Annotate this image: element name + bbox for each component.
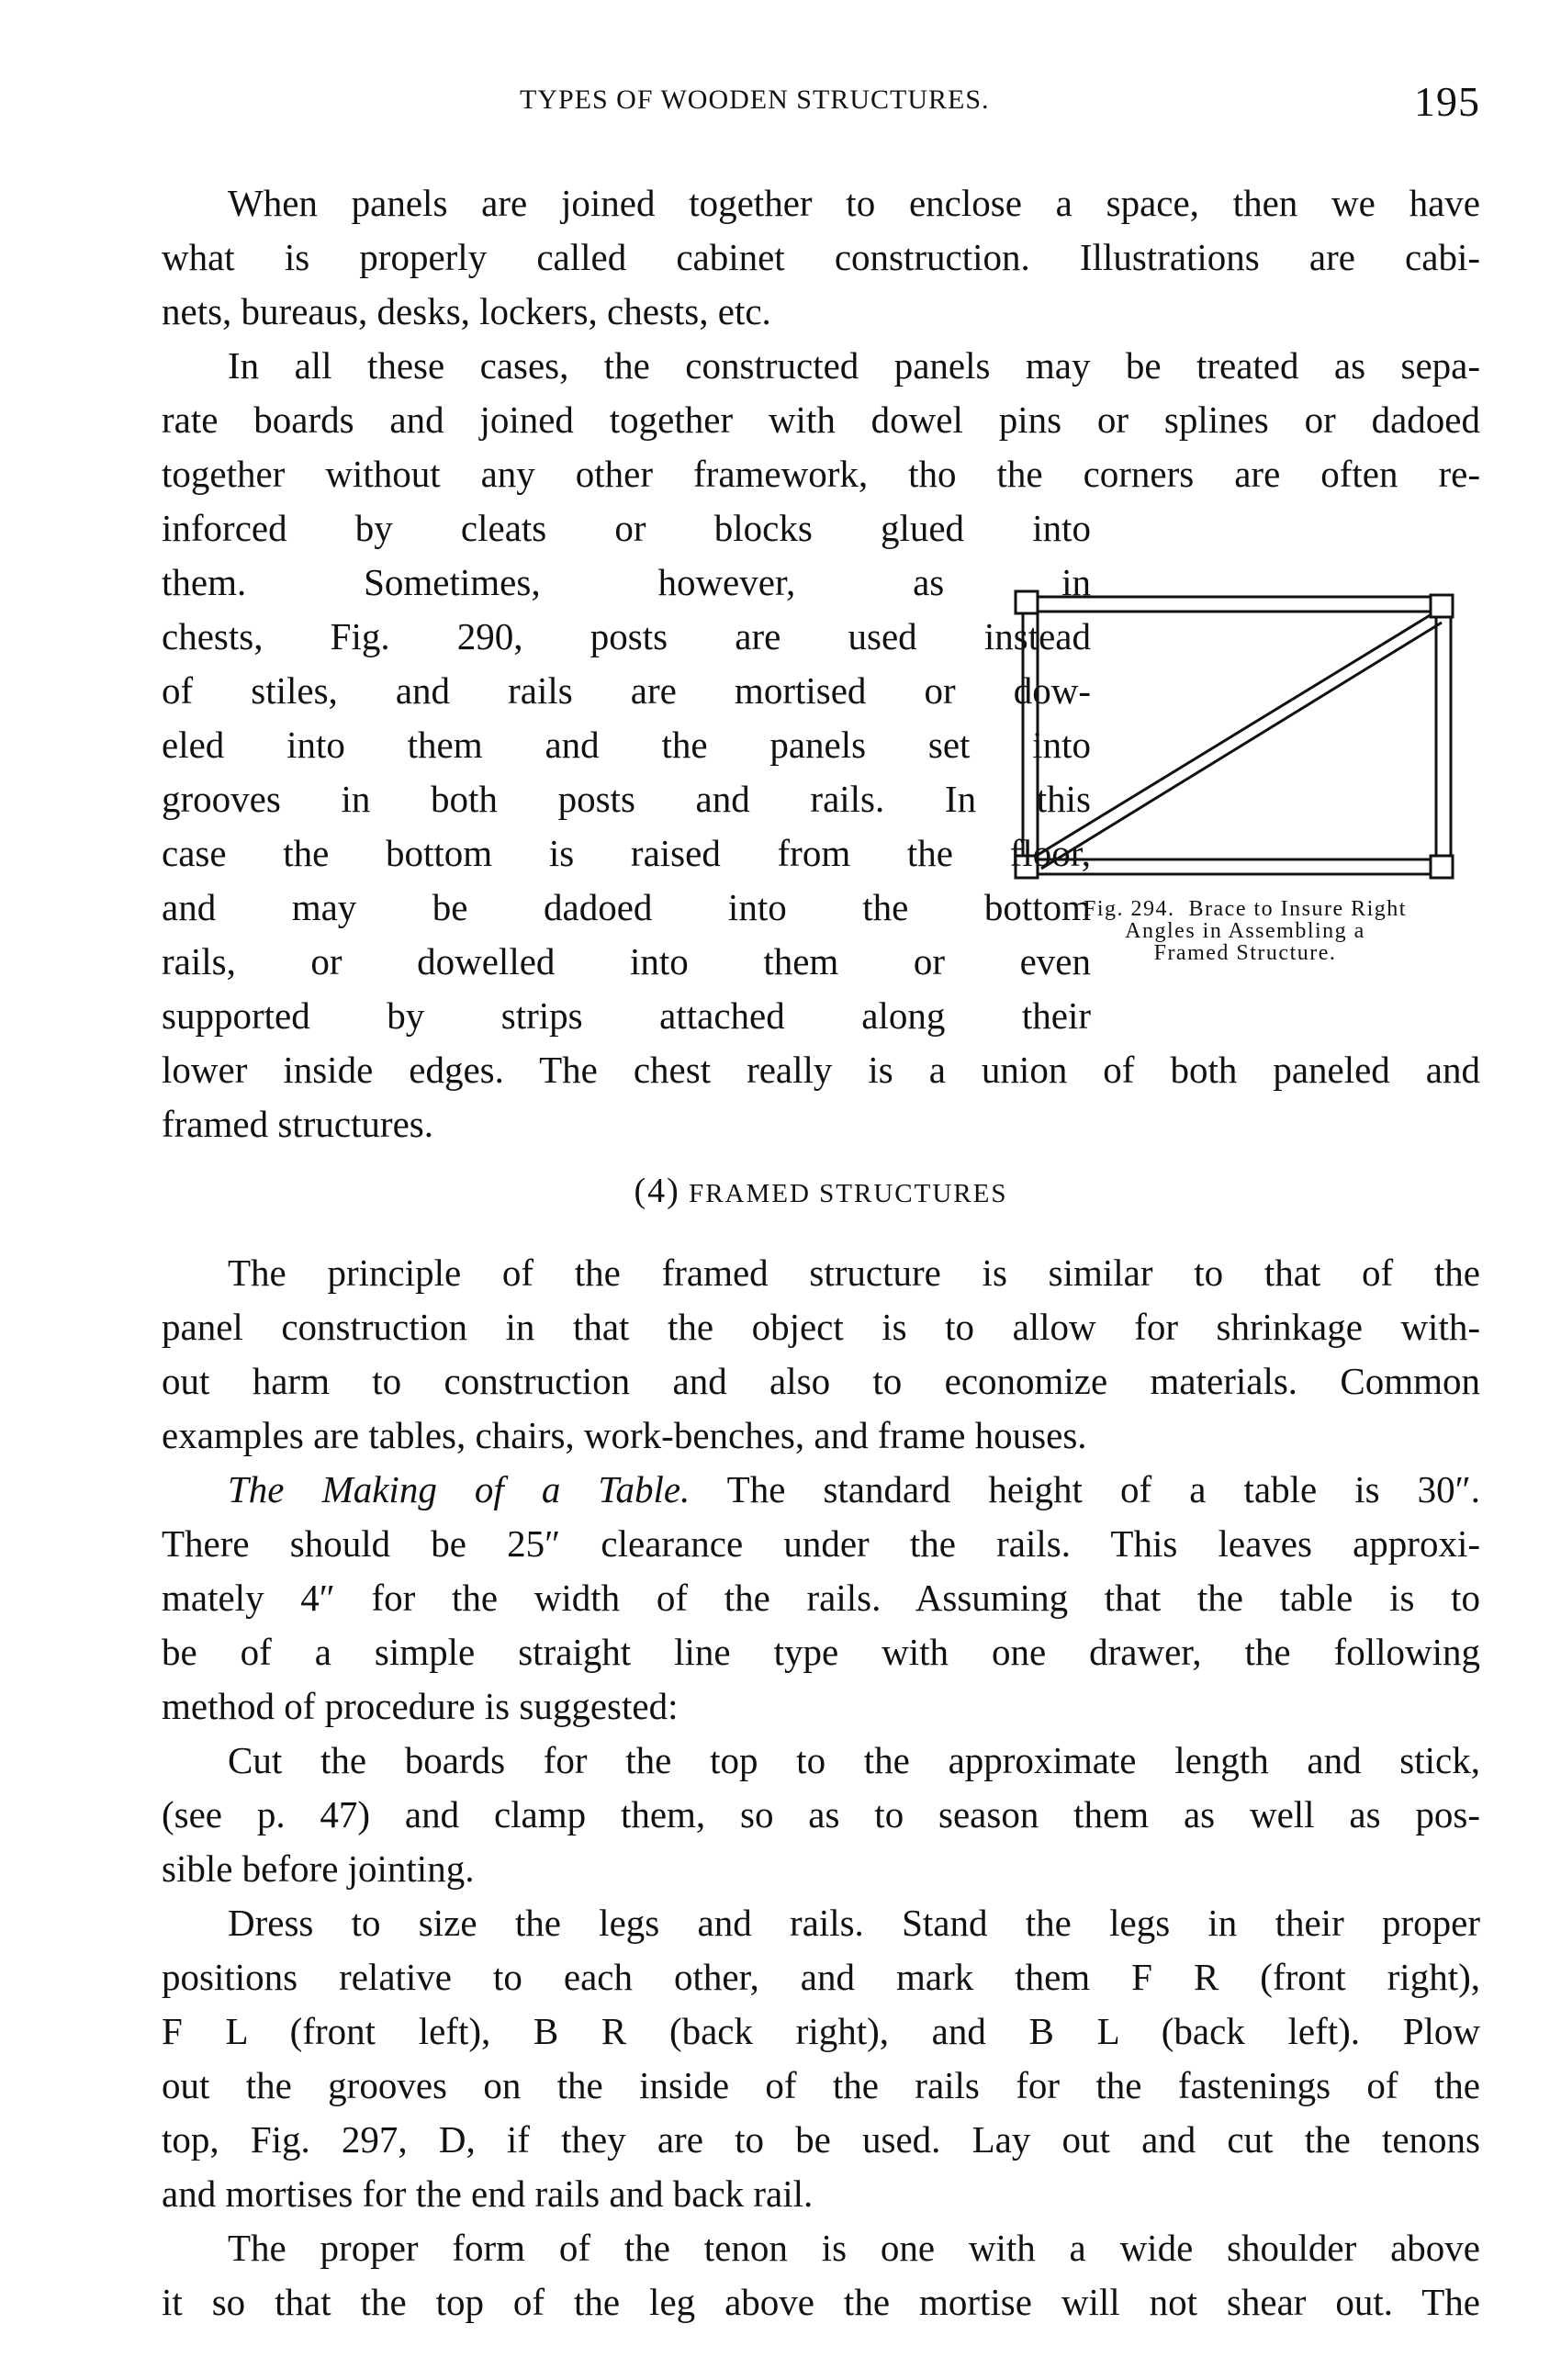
text-line: sible before jointing. — [162, 1847, 475, 1890]
text-line: positions relative to each other, and mark them F R (front right), — [162, 1956, 1480, 1998]
text-line: The proper form of the tenon is one with a wide shoulder above — [228, 2227, 1480, 2269]
paragraph — [162, 1463, 1480, 1734]
text-line: method of procedure is suggested: — [162, 1685, 679, 1727]
text-line: Dress to size the legs and rails. Stand the legs in their proper — [228, 1902, 1480, 1944]
text-line: them. Sometimes, however, as in — [162, 561, 1091, 603]
text-line: mately 4″ for the width of the rails. Assuming that the table is to — [162, 1577, 1480, 1619]
caption-line: Fig. 294. Brace to Insure Right — [1084, 897, 1407, 921]
text-line: out the grooves on the inside of the rails for the fastenings of the — [162, 2064, 1480, 2106]
text-line: The principle of the framed structure is similar to that of the — [228, 1252, 1480, 1294]
section-title: FRAMED STRUCTURES — [689, 1179, 1008, 1208]
text-line: out harm to construction and also to economize materials. Common — [162, 1360, 1480, 1402]
section-number: (4) — [634, 1172, 680, 1210]
text-line: examples are tables, chairs, work-benches, and frame houses. — [162, 1414, 1087, 1456]
text-line: of stiles, and rails are mortised or dow- — [162, 669, 1091, 712]
text-line: what is properly called cabinet construction. Illustrations are cabi- — [162, 236, 1480, 278]
text-line: rails, or dowelled into them or even — [162, 940, 1091, 982]
text-line: lower inside edges. The chest really is a union of both paneled and — [162, 1049, 1480, 1091]
text-line: When panels are joined together to enclose a space, then we have — [228, 182, 1480, 224]
page-number: 195 — [1414, 78, 1480, 125]
text-line: nets, bureaus, desks, lockers, chests, etc. — [162, 290, 771, 332]
text-line: and may be dadoed into the bottom — [162, 886, 1091, 928]
paragraph — [162, 1896, 1480, 2221]
caption-line: Angles in Assembling a — [1125, 919, 1365, 943]
text-line: be of a simple straight line type with one drawer, the following — [162, 1631, 1480, 1673]
text-line: F L (front left), B R (back right), and B L (back left). Plow — [162, 2010, 1480, 2052]
running-head: TYPES OF WOODEN STRUCTURES. — [520, 84, 990, 115]
text-run: The standard height of a table is 30″. — [690, 1468, 1480, 1510]
text-line: (see p. 47) and clamp them, so as to season them as well as pos- — [162, 1793, 1480, 1836]
text-line: rate boards and joined together with dowel pins or splines or dadoed — [162, 399, 1480, 441]
section-cabinet-construction — [162, 176, 1480, 1151]
paragraph — [162, 176, 1480, 339]
text-line: grooves in both posts and rails. In this — [162, 778, 1091, 820]
text-line: case the bottom is raised from the floor, — [162, 832, 1091, 874]
text-line: In all these cases, the constructed panels may be treated as sepa- — [228, 344, 1480, 387]
text-line: it so that the top of the leg above the mortise will not shear out. The — [162, 2281, 1480, 2323]
page-body — [162, 176, 1480, 2329]
text-line: panel construction in that the object is to allow for shrinkage with- — [162, 1306, 1480, 1348]
text-line: together without any other framework, tho the corners are often re- — [162, 453, 1480, 495]
paragraph — [162, 1246, 1480, 1463]
text-line: and mortises for the end rails and back rail. — [162, 2172, 814, 2215]
paragraph — [162, 339, 1480, 1151]
text-line: There should be 25″ clearance under the rails. This leaves approxi- — [162, 1522, 1480, 1565]
text-line: eled into them and the panels set into — [162, 724, 1091, 766]
text-line: chests, Fig. 290, posts are used instead — [162, 615, 1091, 657]
section-framed-structures — [162, 1246, 1480, 2329]
text-line: framed structures. — [162, 1103, 433, 1145]
text-line: top, Fig. 297, D, if they are to be used. Lay out and cut the tenons — [162, 2118, 1480, 2161]
text-line: inforced by cleats or blocks glued into — [162, 507, 1091, 549]
section-heading — [162, 1164, 1480, 1218]
paragraph — [162, 2221, 1480, 2329]
paragraph — [162, 1734, 1480, 1896]
text-line: Cut the boards for the top to the approximate length and stick, — [228, 1739, 1480, 1781]
text-line — [162, 1463, 1480, 1517]
text-line: supported by strips attached along their — [162, 994, 1091, 1037]
italic-run-in-heading: The Making of a Table. — [228, 1468, 691, 1510]
caption-line: Framed Structure. — [1153, 941, 1337, 965]
